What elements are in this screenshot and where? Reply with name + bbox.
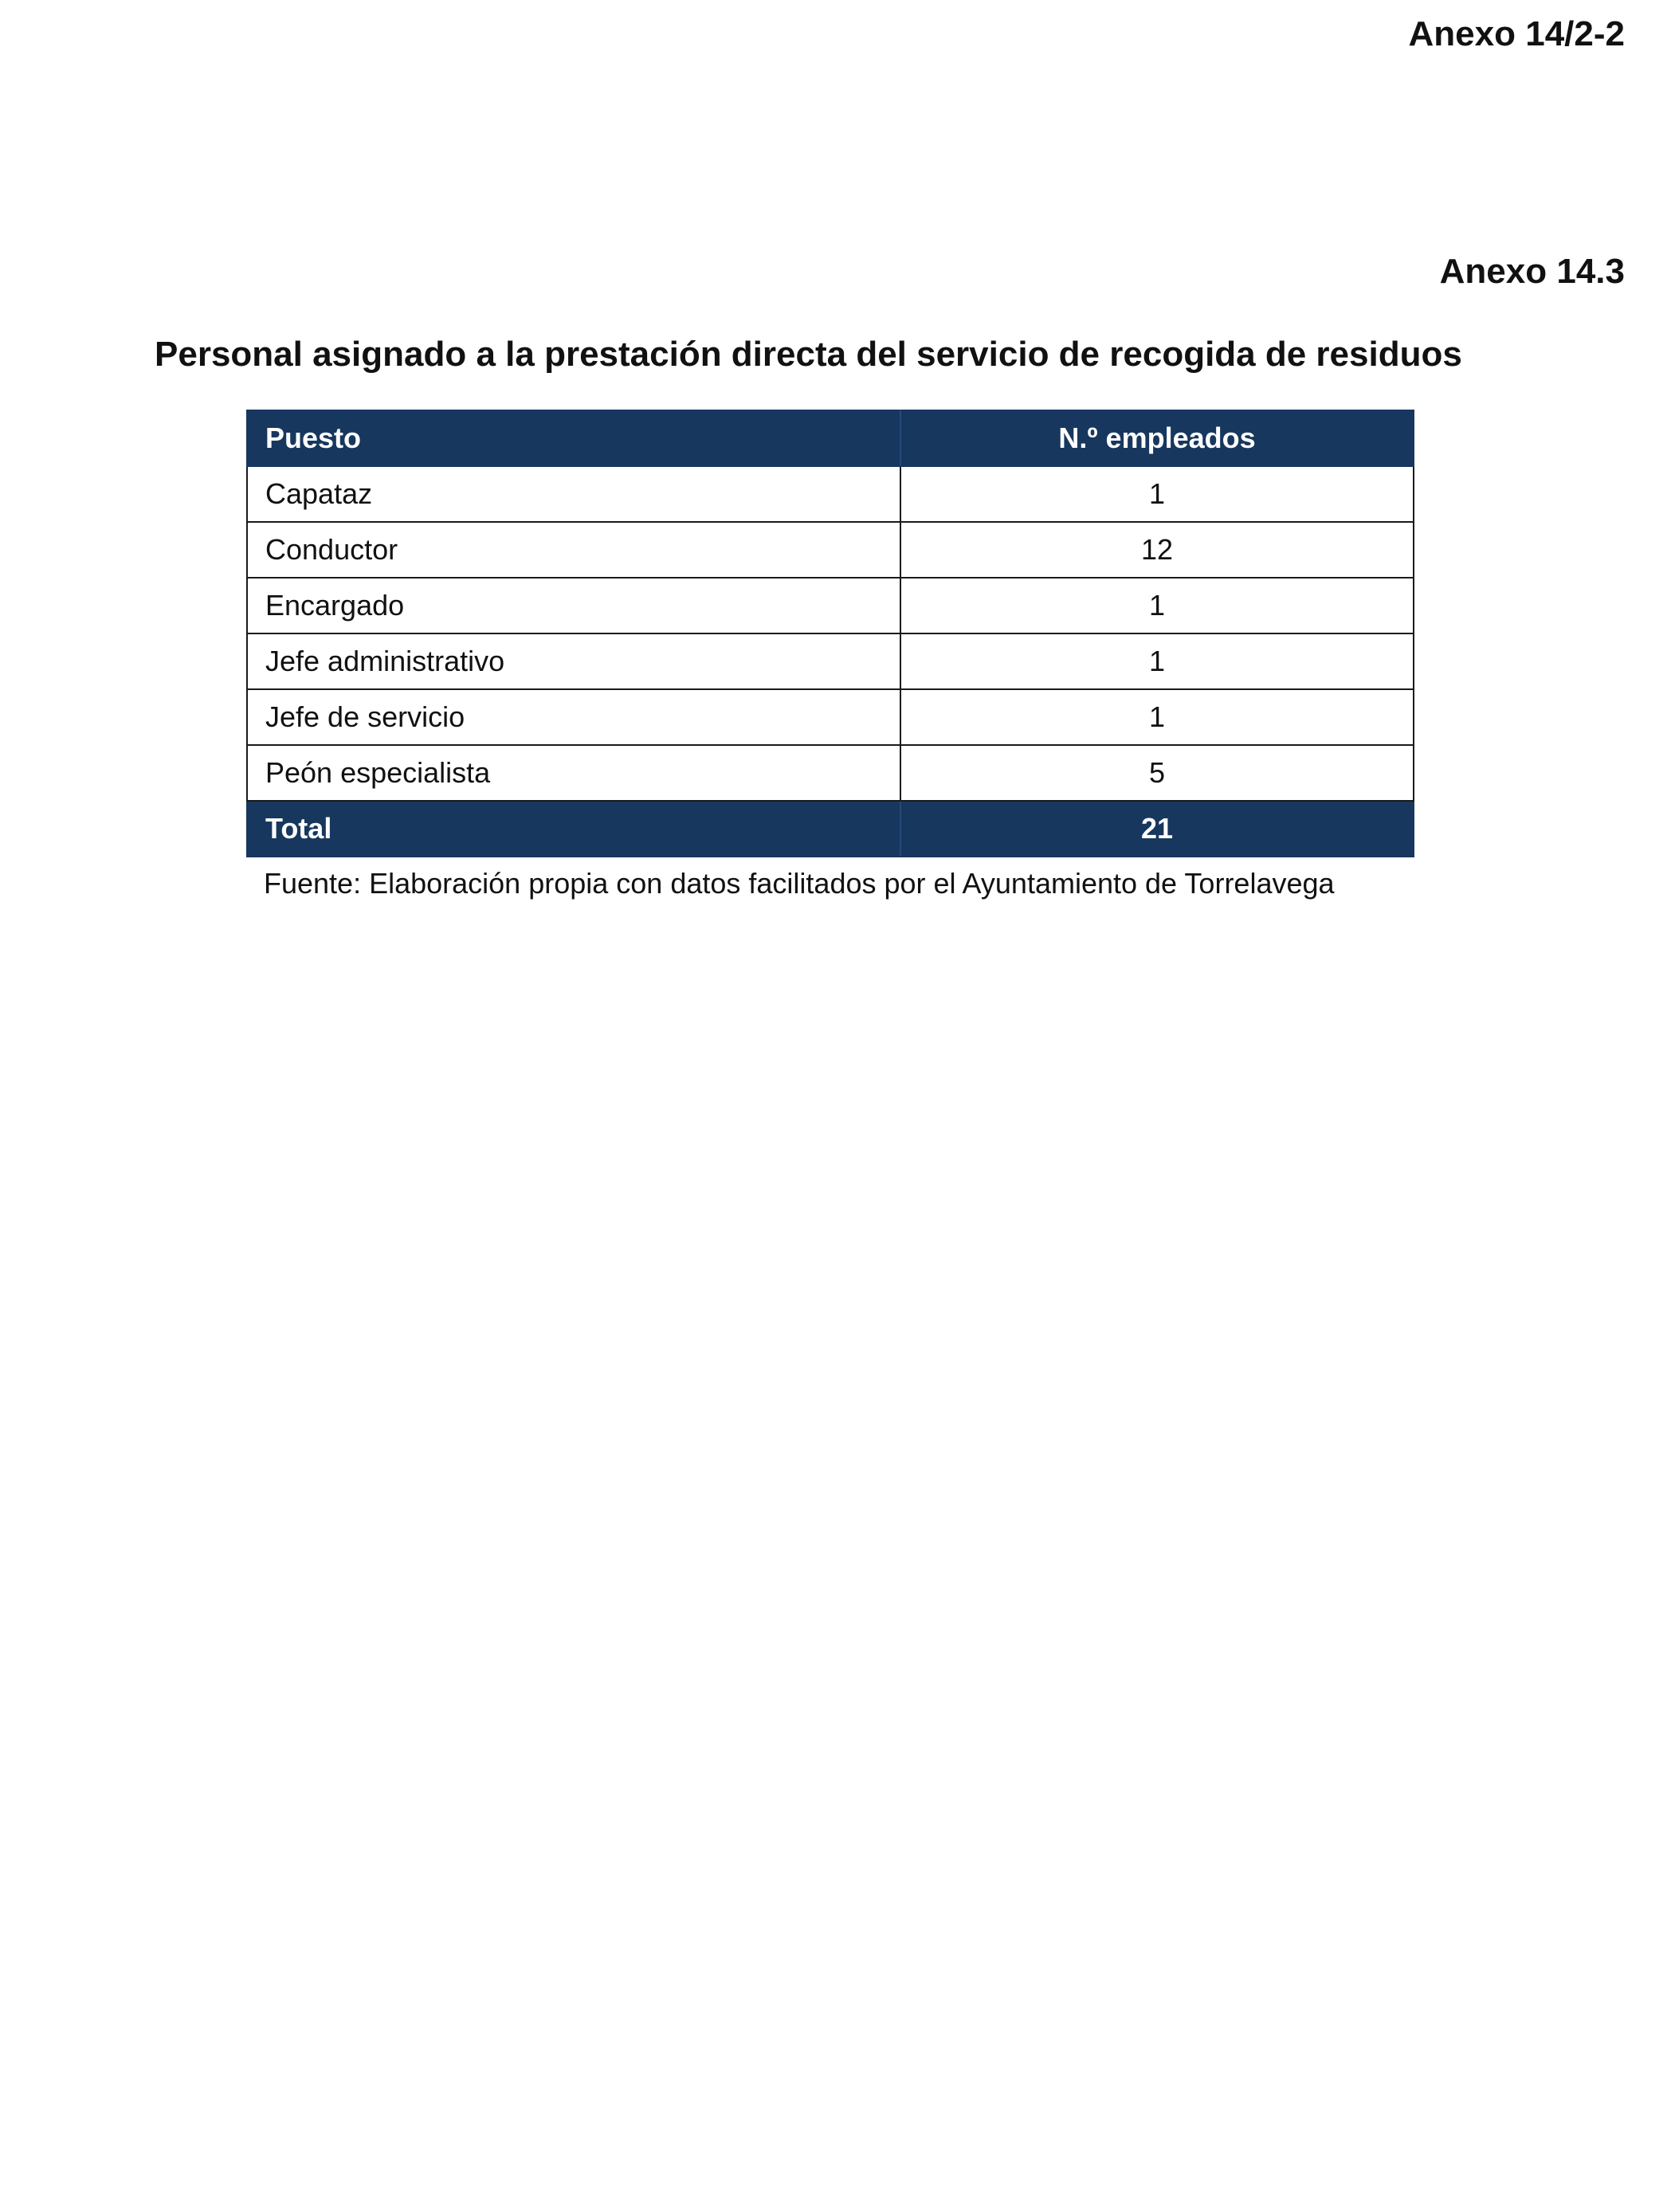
cell-empleados: 12 [900, 522, 1414, 578]
annex-page-number: Anexo 14/2-2 [1408, 14, 1625, 53]
cell-puesto: Jefe administrativo [247, 633, 900, 689]
cell-puesto: Encargado [247, 578, 900, 633]
total-label: Total [247, 801, 900, 857]
table-total-row [247, 801, 1414, 857]
cell-empleados: 1 [900, 633, 1414, 689]
cell-puesto: Peón especialista [247, 745, 900, 801]
cell-empleados: 1 [900, 578, 1414, 633]
table-row [247, 633, 1414, 689]
table-row [247, 745, 1414, 801]
cell-empleados: 1 [900, 466, 1414, 522]
staff-table [246, 410, 1414, 857]
document-title: Personal asignado a la prestación directa del servicio de recogida de residuos [155, 335, 1462, 374]
table-header [247, 410, 1414, 466]
table-body [247, 466, 1414, 801]
total-value: 21 [900, 801, 1414, 857]
table-footer [247, 801, 1414, 857]
column-header-empleados: N.º empleados [900, 410, 1414, 466]
table-row [247, 522, 1414, 578]
table-row [247, 578, 1414, 633]
cell-empleados: 5 [900, 745, 1414, 801]
cell-puesto: Conductor [247, 522, 900, 578]
source-note: Fuente: Elaboración propia con datos facilitados por el Ayuntamiento de Torrelavega [264, 867, 1335, 900]
table-header-row [247, 410, 1414, 466]
cell-empleados: 1 [900, 689, 1414, 745]
cell-puesto: Capataz [247, 466, 900, 522]
column-header-puesto: Puesto [247, 410, 900, 466]
table-row [247, 689, 1414, 745]
annex-section-number: Anexo 14.3 [1439, 252, 1625, 291]
cell-puesto: Jefe de servicio [247, 689, 900, 745]
table-row [247, 466, 1414, 522]
